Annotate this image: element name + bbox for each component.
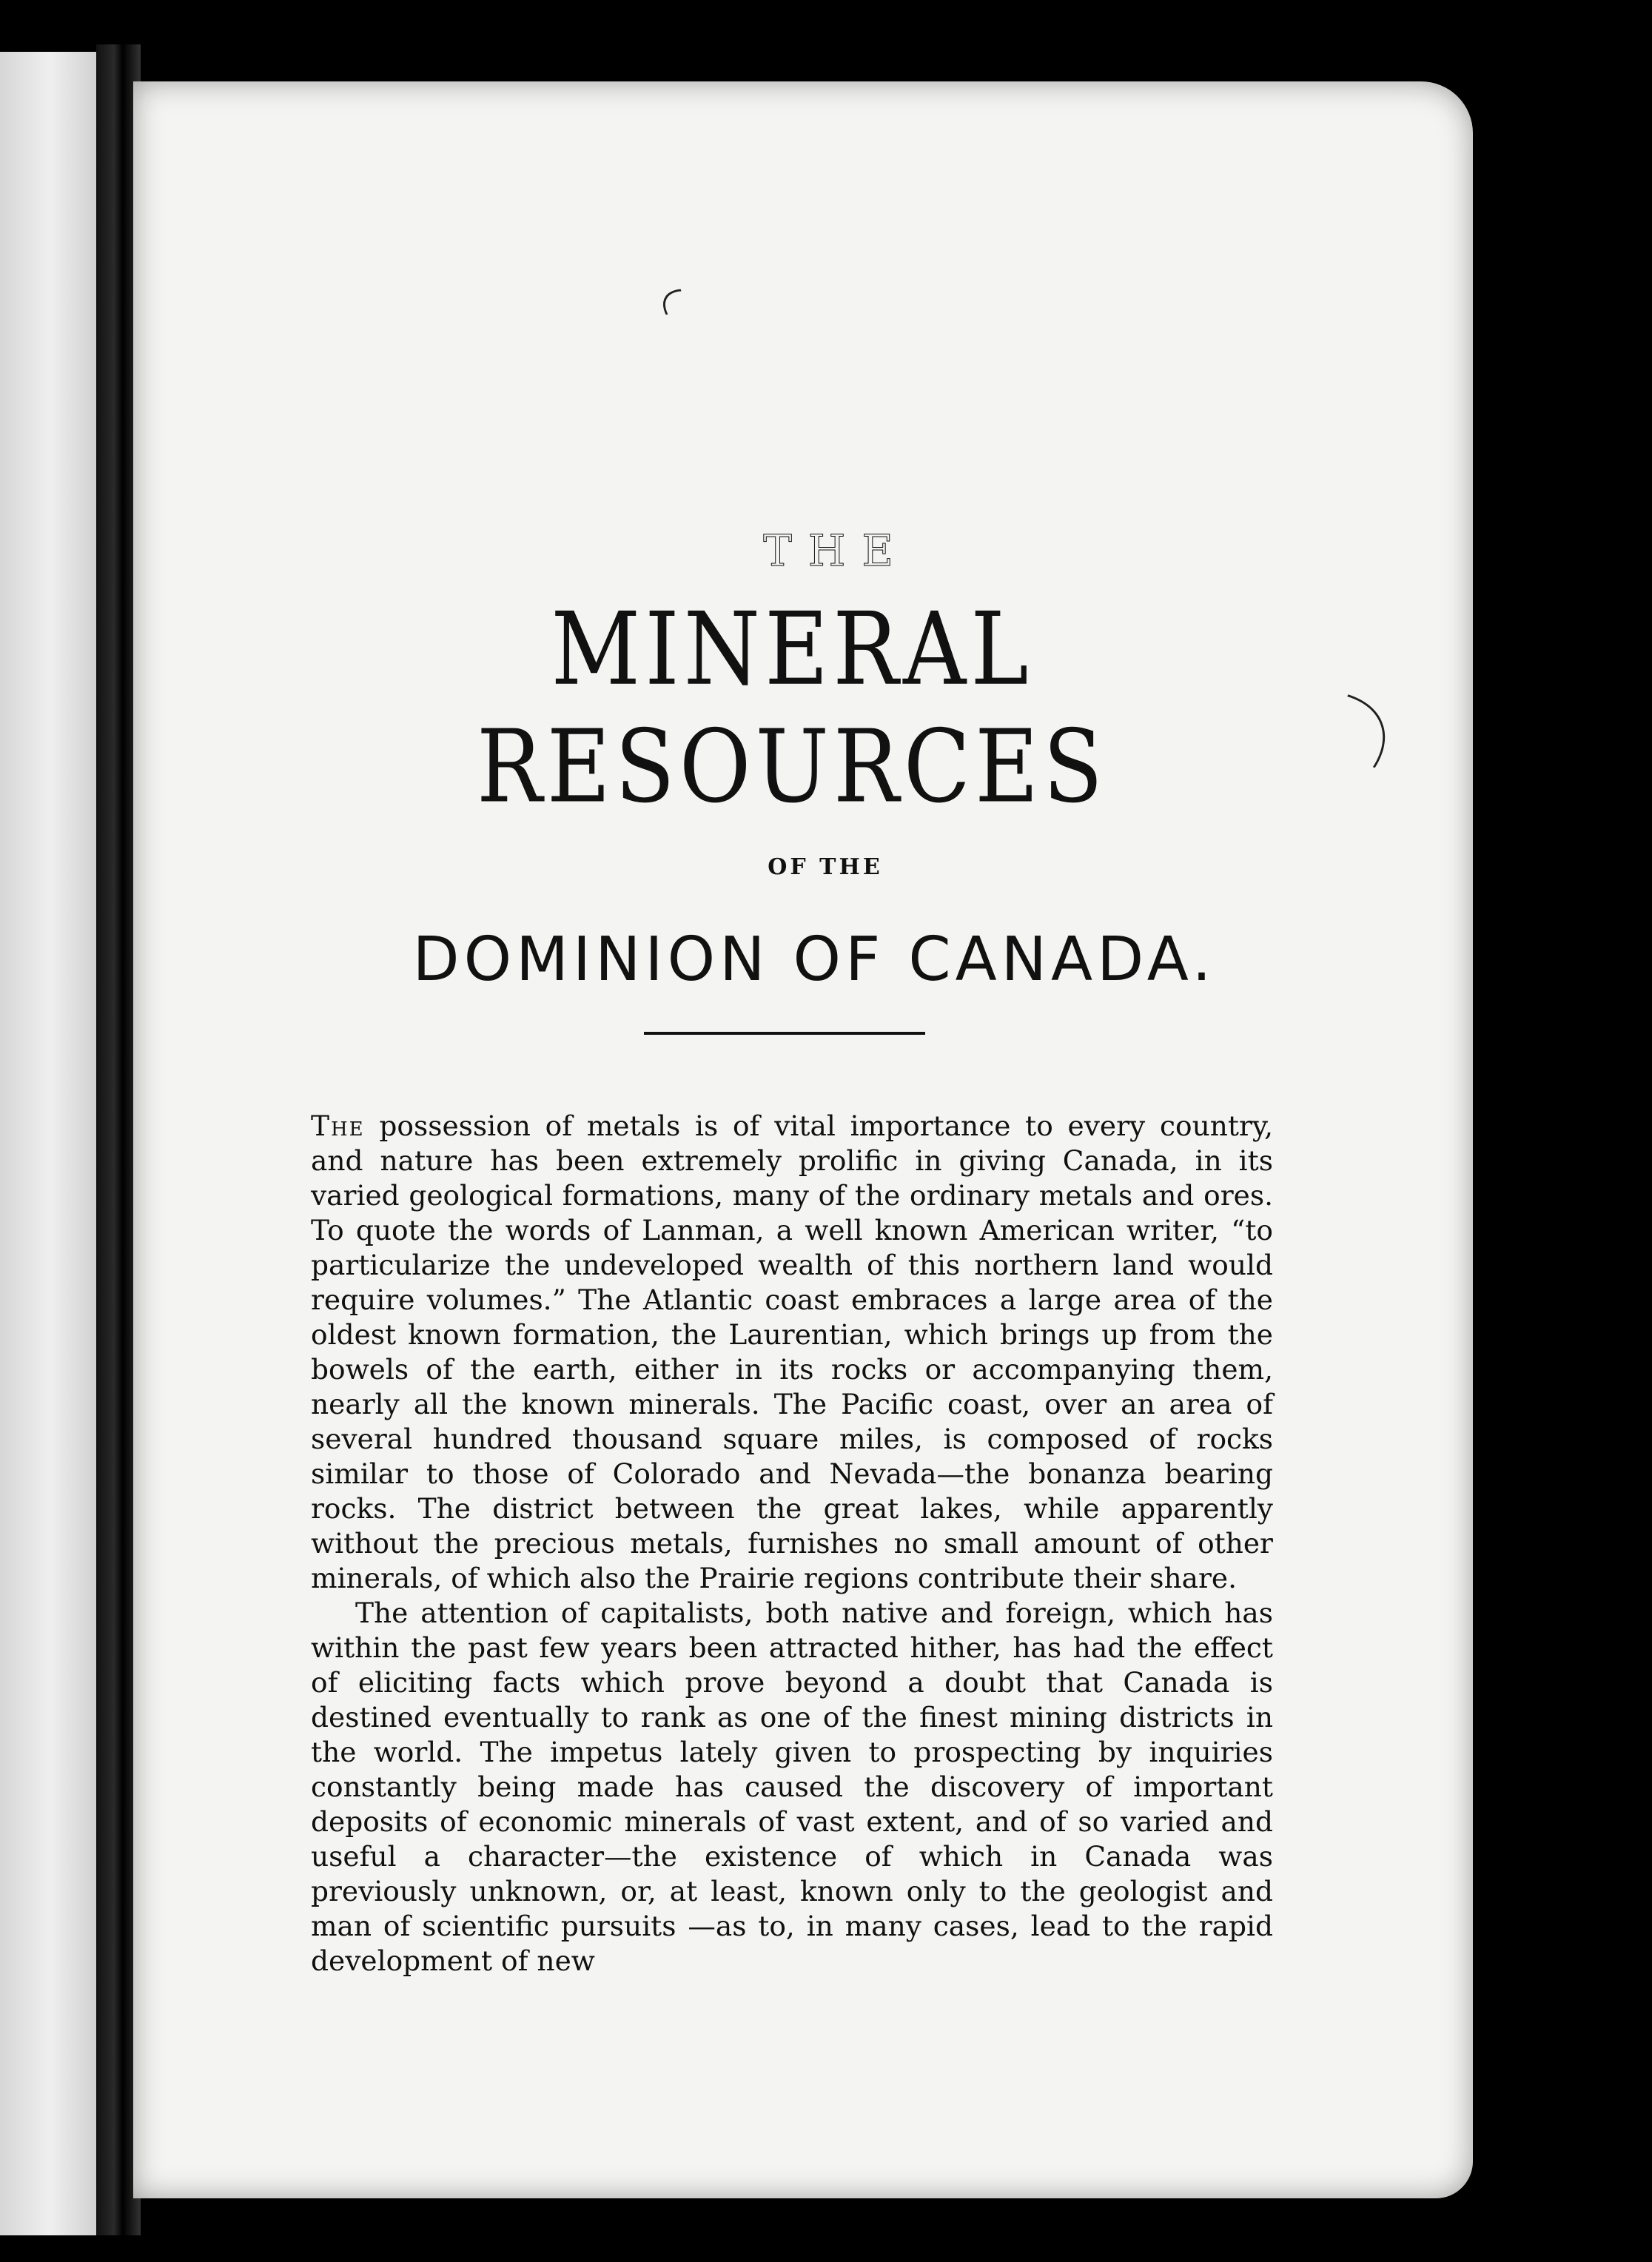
divider-rule [644, 1032, 925, 1035]
paragraph-2: The attention of capitalists, both native and foreign, which has within the past few years been attracted hither, has had the effect of eliciting facts which prove beyond a doubt that Canada is destined eventually to rank as one of the finest mining districts in the world. The impetus lately given to prospecting by inquiries constantly being made has caused the discovery of important deposits of economic minerals of vast extent, and of so varied and useful a character—the existence of which in Canada was previously unknown, or, at least, known only to the geologist and man of scientific pursuits —as to, in many cases, lead to the rapid development of new [311, 1597, 1273, 1977]
title-of-the: OF THE [768, 854, 883, 880]
pen-mark [653, 276, 758, 365]
paragraph-1 [311, 1109, 1273, 1596]
page-subtitle: DOMINION OF CANADA. [412, 924, 1216, 995]
title-the: THE [763, 526, 910, 576]
paragraph-1-lead: The [311, 1110, 365, 1142]
left-page-edge [0, 52, 100, 2235]
page-title: MINERAL RESOURCES [476, 590, 1108, 825]
paragraph-1-text: possession of metals is of vital importance to every country, and nature has been extremely prolific in giving Canada, in its varied geological formations, many of the ordinary metals and ores. To quote the words of Lanman, a well known American writer, “to particularize the undeveloped wealth of this northern land would require volumes.” The Atlantic coast embraces a large area of the oldest known formation, the Laurentian, which brings up from the bowels of the earth, either in its rocks or accompanying them, nearly all the known minerals. The Pacific coast, over an area of several hundred thousand square miles, is composed of rocks similar to those of Colorado and Nevada—the bonanza bearing rocks. The district between the great lakes, while apparently without the precious metals, furnishes no small amount of other minerals, of which also the Prairie regions contribute their share. [311, 1110, 1273, 1594]
page-content [311, 526, 1273, 1979]
page [133, 81, 1473, 2198]
